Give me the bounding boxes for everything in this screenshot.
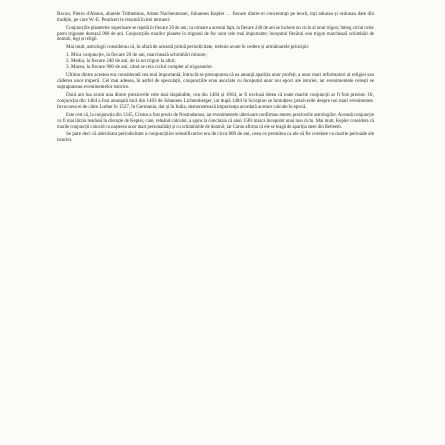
principles-list — [57, 53, 374, 71]
paragraph-principles: Mai mult, astrologii considerau că, în afară de această primă periodicitate, trebuie avute în vedere și următoarele principii: — [66, 44, 310, 51]
paragraph-intro: Bacon, Pietro d'Abano, abatele Trithemius, Adam Nachenmoser, Johannes Kepler … fiecare dintre ei concentrați pe teorii, toți adunau și ordonau date din tradiție, pe care W.-E. Peuckert le rezumă în trei termeni: — [57, 11, 374, 23]
text-column — [57, 12, 374, 146]
paragraph-1345: Este cert că, la conjuncția din 1345, Cristos a fost prezis de Nostradamus, iar evenimentele ulterioare confirmau mereu prezicerile astrologilor. Această conjuncție va fi mai târziu readusă în discuție de Kepler, care, reluând calculul, a ajuns la concluzia că anul 1583 marca începutul unui nou ciclu. Mai mult, Kepler considera că marile conjuncții coincid cu nașterea unor mari personalități și cu schimbările de domnii; iar Caron afirma că ele se leagă de apariția steei din Betleem. — [57, 113, 374, 130]
paragraph-1484: Dacă am lua acum una dintre prezicerile cele mai răspândite, cea din 1484 și 1604, ar fi exclusă ideea că toate marile conjuncții ar fi fost prezise. Or, conjuncția din 1484 a fost anunțată încă din 1463 de Johannes Lichtenberger, iar după 1484 în Scorpion se înmulțesc prezicerile despre noi mari evenimente. Invocarea ei de către Luther în 1527, în Germania, dar și în Italia, demonstrează importanța acordată acestor calcule în epocă. — [57, 92, 374, 111]
paragraph-conclusion: Se pare deci că adevărata periodicitate a conjuncțiilor semnificative era de circa 800 de ani, ceea ce permitea ca ele să fie corelate cu marile perioade ale istoriei. — [57, 131, 374, 144]
paragraph-after-list: Ultima dintre acestea era considerată cea mai importantă, întrucât se presupunea că ea anunță apariția unor profeți, a unor mari reformatori ai religiei sau căderea unor imperii. Cel mai adesea, în astfel de speculații, conjuncțiile erau asociate cu începutul unor noi epoci ale istoriei, iar evenimentele cerești se suprapuneau evenimentelor istorice. — [57, 72, 374, 91]
list-item: 3. Marea, la fiecare 960 de ani, când se reia ciclul complet al trigoanelor. — [66, 64, 213, 71]
list-item: 2. Media, la fiecare 240 de ani, de la un trigon la altul; — [66, 58, 176, 65]
quotation-block: Conjuncțiile planetelor superioare se repetă în fiecare 20 de ani; ca urmare a acestui fapt, la fiecare 240 de ani se încheie un ciclu al unui trigon; întreg ciclul celor patru trigoane durează 960 de ani. Conjuncțiile marilor planete în trigonul de foc sunt cele mai importante; începutul fiecărui nou trigon marchează schimbări de domnii, legi și religii. — [57, 26, 374, 43]
list-item: 1. Mica conjuncție, la fiecare 20 de ani, marchează schimbări minore; — [66, 52, 207, 59]
